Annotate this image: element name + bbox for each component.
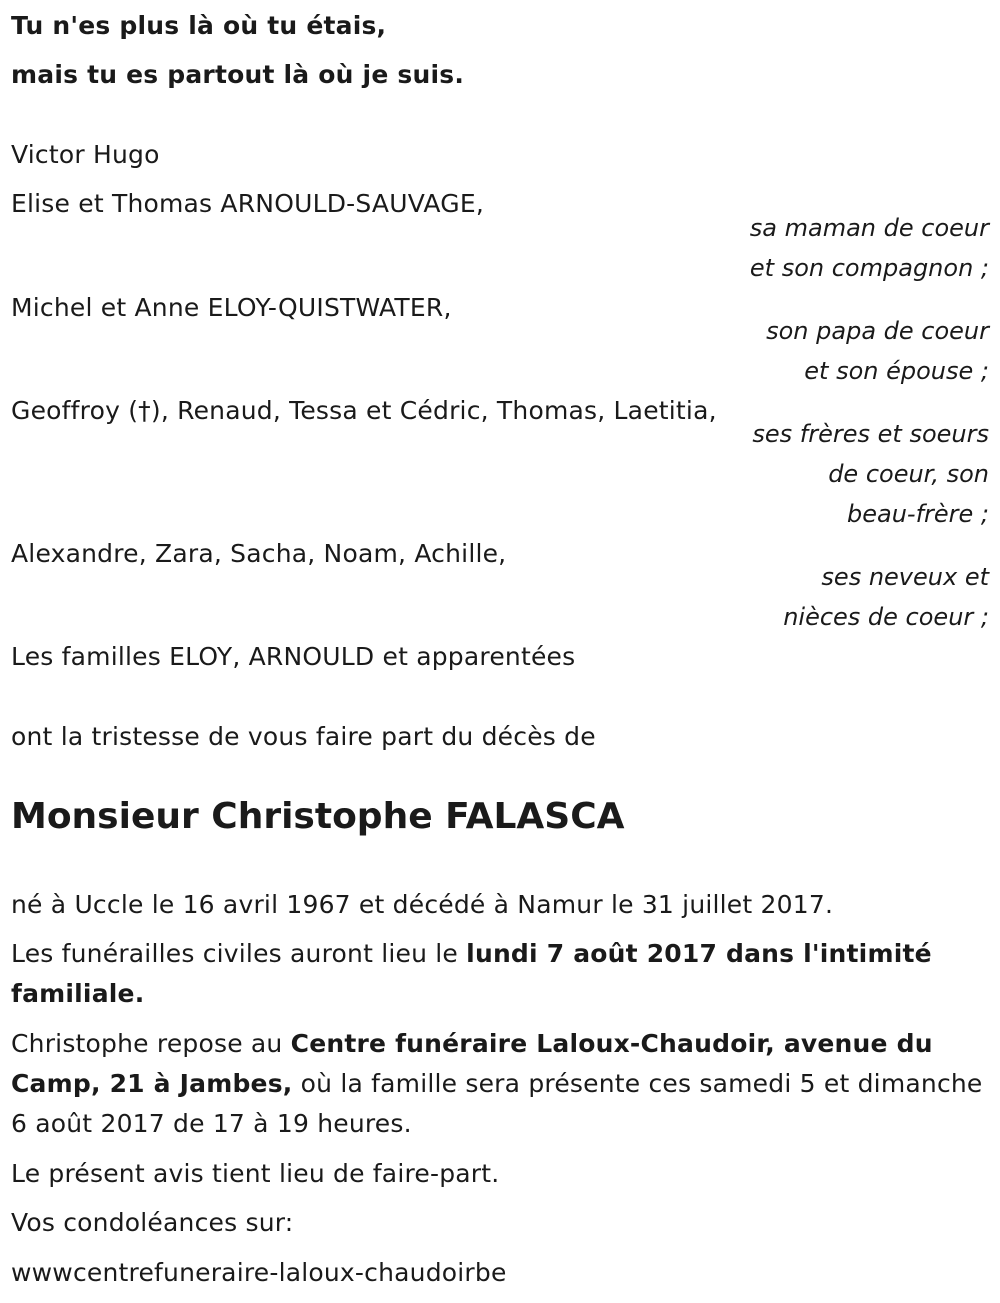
deceased-name: Monsieur Christophe FALASCA [11, 796, 625, 837]
family-relation-4a: ses neveux et [821, 563, 989, 591]
family-relation-2b: et son épouse ; [804, 357, 989, 385]
family-names-1: Elise et Thomas ARNOULD-SAUVAGE, [11, 189, 484, 218]
repose-line-3: 6 août 2017 de 17 à 19 heures. [11, 1109, 412, 1138]
repose-location-1: Centre funéraire Laloux-Chaudoir, avenue du [290, 1029, 933, 1058]
quote-line-1: Tu n'es plus là où tu étais, [11, 11, 387, 40]
family-relation-3a: ses frères et soeurs [752, 420, 989, 448]
funeral-line-2: familiale. [11, 979, 145, 1008]
family-relation-3b: de coeur, son [828, 460, 989, 488]
funeral-date: lundi 7 août 2017 dans l'intimité [466, 939, 932, 968]
repose-line-2 [11, 1067, 983, 1101]
family-names-3: Geoffroy (†), Renaud, Tessa et Cédric, Thomas, Laetitia, [11, 396, 717, 425]
family-relation-3c: beau-frère ; [846, 500, 989, 528]
family-relation-4b: nièces de coeur ; [783, 603, 989, 631]
repose-location-2: Camp, 21 à Jambes, [11, 1069, 293, 1098]
quote-author: Victor Hugo [11, 140, 160, 169]
family-relation-2a: son papa de coeur [766, 317, 989, 345]
repose-prefix: Christophe repose au [11, 1029, 283, 1058]
funeral-line-1 [11, 937, 932, 971]
birth-death: né à Uccle le 16 avril 1967 et décédé à Namur le 31 juillet 2017. [11, 890, 834, 919]
repose-suffix: où la famille sera présente ces samedi 5 et dimanche [300, 1069, 983, 1098]
families-line: Les familles ELOY, ARNOULD et apparentées [11, 642, 576, 671]
notice-line: Le présent avis tient lieu de faire-part. [11, 1159, 500, 1188]
announcement: ont la tristesse de vous faire part du décès de [11, 722, 596, 751]
family-names-4: Alexandre, Zara, Sacha, Noam, Achille, [11, 539, 507, 568]
condolences-label: Vos condoléances sur: [11, 1208, 294, 1237]
condolences-website[interactable]: wwwcentrefuneraire-laloux-chaudoirbe [11, 1258, 507, 1287]
funeral-prefix: Les funérailles civiles auront lieu le [11, 939, 459, 968]
family-names-2: Michel et Anne ELOY-QUISTWATER, [11, 293, 452, 322]
quote-line-2: mais tu es partout là où je suis. [11, 60, 465, 89]
family-relation-1b: et son compagnon ; [749, 254, 989, 282]
repose-line-1 [11, 1027, 933, 1061]
family-relation-1a: sa maman de coeur [749, 214, 989, 242]
